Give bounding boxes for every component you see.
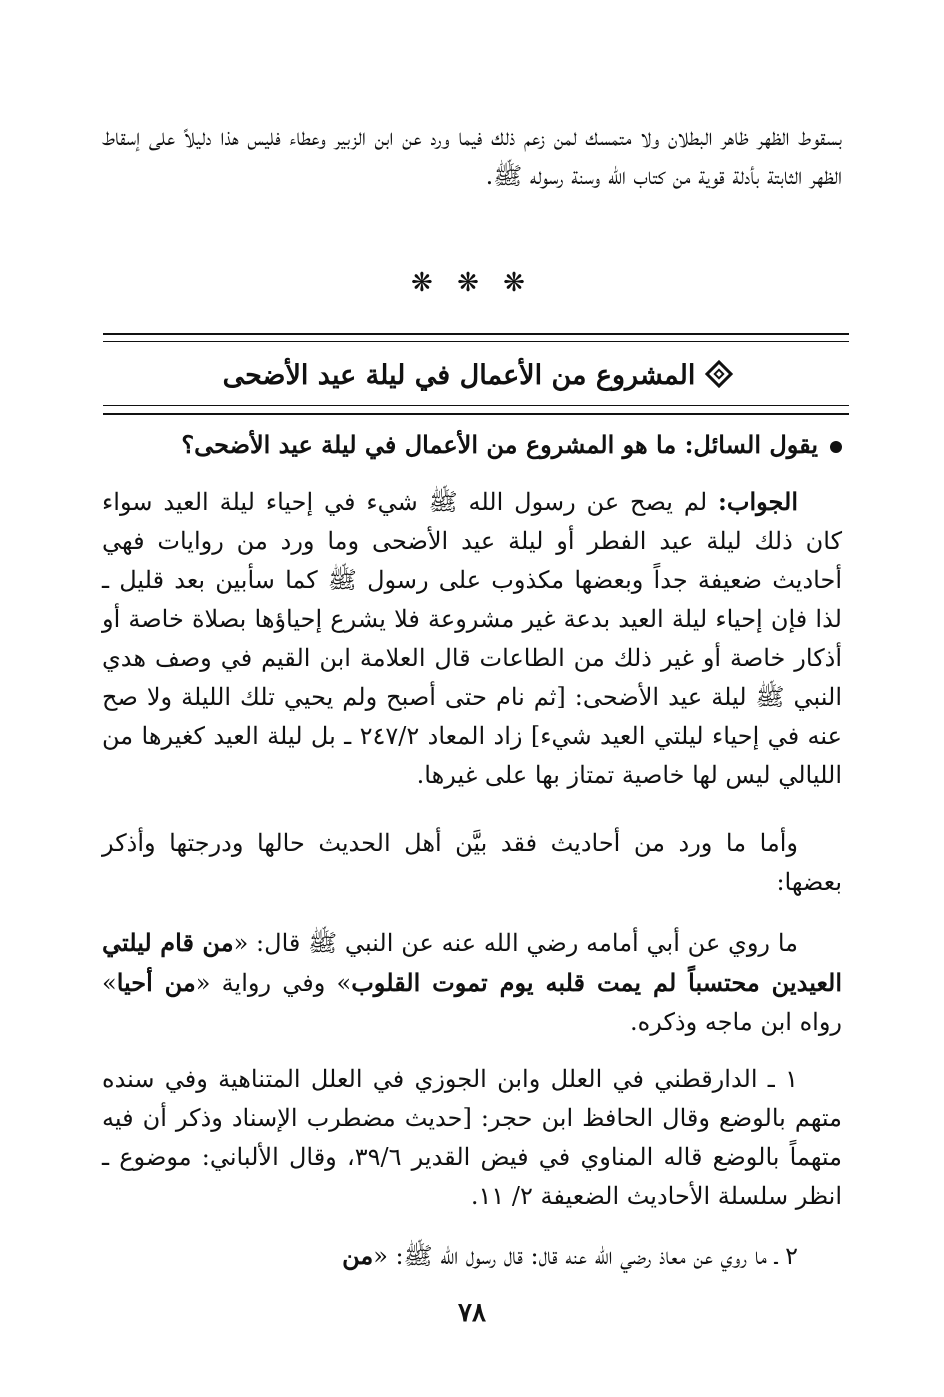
- heading-bottom-rule: [103, 413, 849, 415]
- hadith-quote1: من قام ليلتي العيدين محتسباً لم يمت قلبه يوم تموت القلوب: [102, 928, 842, 997]
- question-line: [102, 425, 842, 465]
- note-2-text: ٢ ـ ما روي عن معاذ رضي الله عنه قال: قال رسول الله ﷺ: «: [373, 1242, 798, 1270]
- hadith-part3: » رواه ابن ماجه وذكره.: [102, 969, 842, 1036]
- page-number: ٧٨: [458, 1298, 486, 1328]
- note-1-text: ١ ـ الدارقطني في العلل وابن الجوزي في العلل المتناهية وفي سنده متهم بالوضع وقال الحافظ ابن حجر: [حديث مضطرب الإسناد وذكر أن فيه متهماً بالوضع قاله المناوي في فيض القدير ٣٩/٦، وقال الألباني: موضوع ـ انظر سلسلة الأحاديث الضعيفة ٢/ ١١.: [102, 1065, 842, 1210]
- question-text: يقول السائل: ما هو المشروع من الأعمال في ليلة عيد الأضحى؟: [181, 430, 818, 459]
- diamond-icon: [705, 359, 733, 387]
- section-separator: ❋ ❋ ❋: [411, 268, 533, 298]
- note-2-bold: من: [342, 1241, 374, 1270]
- hadith-quote2: من أحيا: [116, 968, 196, 997]
- hadith-part1: ما روي عن أبي أمامه رضي الله عنه عن النبي ﷺ قال: «: [233, 929, 798, 957]
- hadith-paragraph: [102, 923, 842, 1042]
- hadith-intro-paragraph: [102, 824, 842, 902]
- heading-top-rule: [103, 333, 849, 335]
- intro-text: بسقوط الظهر ظاهر البطلان ولا متمسك لمن زعم ذلك فيما ورد عن ابن الزبير وعطاء فليس هذا دليلاً على إسقاط الظهر الثابتة بأدلة قوية من كتاب الله وسنة رسوله ﷺ.: [102, 123, 842, 190]
- bullet-icon: [830, 441, 842, 453]
- section-heading: [103, 350, 849, 402]
- intro-paragraph: [102, 118, 842, 196]
- hadith-intro-text: وأما ما ورد من أحاديث فقد بيَّن أهل الحديث حالها ودرجتها وأذكر بعضها:: [102, 829, 842, 896]
- answer-paragraph: [102, 482, 842, 795]
- answer-text: لم يصح عن رسول الله ﷺ شيء في إحياء ليلة العيد سواء كان ذلك ليلة عيد الفطر أو ليلة عيد الأضحى وما ورد من روايات فهي أحاديث ضعيفة جداً وبعضها مكذوب على رسول ﷺ كما سأبين بعد قليل ـ لذا فإن إحياء ليلة العيد بدعة غير مشروعة فلا يشرع إحياؤها بصلاة خاصة أو أذكار خاصة أو غير ذلك من الطاعات قال العلامة ابن القيم في وصف هدي النبي ﷺ ليلة عيد الأضحى: [ثم نام حتى أصبح ولم يحيي تلك الليلة ولا صح عنه في إحياء ليلتي العيد شيء] زاد المعاد ٢٤٧/٢ ـ بل ليلة العيد كغيرها من الليالي ليس لها خاصية تمتاز بها على غيرها.: [102, 488, 842, 789]
- heading-bottom-rule-inner: [103, 405, 849, 406]
- section-title: المشروع من الأعمال في ليلة عيد الأضحى: [222, 360, 696, 391]
- note-2: [102, 1236, 842, 1276]
- hadith-part2: » وفي رواية «: [195, 969, 352, 997]
- answer-lead: الجواب:: [718, 487, 798, 516]
- heading-top-rule-inner: [103, 341, 849, 342]
- note-1: [102, 1060, 842, 1216]
